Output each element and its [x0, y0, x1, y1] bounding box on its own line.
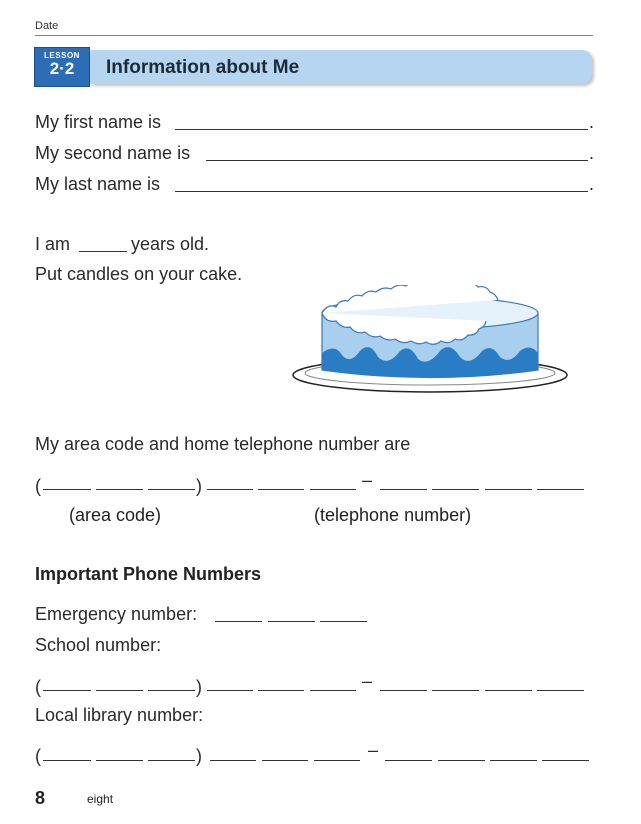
first-name-line[interactable] — [175, 129, 588, 130]
school-digit-6[interactable] — [485, 690, 532, 691]
library-digit-2[interactable] — [262, 760, 308, 761]
last-name-label: My last name is — [35, 174, 161, 194]
school-open-paren: ( — [35, 677, 41, 697]
last-name-period: . — [589, 174, 595, 194]
library-area-digit-1[interactable] — [43, 760, 91, 761]
last-name-line[interactable] — [175, 191, 588, 192]
school-digit-2[interactable] — [258, 690, 304, 691]
page-title: Information about Me — [106, 57, 300, 78]
second-name-period: . — [589, 143, 595, 163]
library-digit-4[interactable] — [385, 760, 432, 761]
phone-dash: – — [362, 470, 373, 490]
lesson-banner — [34, 47, 596, 87]
school-close-paren: ) — [196, 677, 202, 697]
library-area-digit-2[interactable] — [96, 760, 143, 761]
close-paren: ) — [196, 476, 202, 496]
school-area-digit-1[interactable] — [43, 690, 91, 691]
age-line[interactable] — [79, 251, 127, 252]
phone-prompt: My area code and home telephone number are — [35, 434, 411, 454]
page-number: 8 — [35, 788, 46, 808]
emergency-digit-2[interactable] — [268, 621, 315, 622]
library-area-digit-3[interactable] — [148, 760, 195, 761]
emergency-label: Emergency number: — [35, 604, 198, 624]
age-suffix: years old. — [131, 234, 210, 254]
phone-digit-1[interactable] — [207, 489, 253, 490]
open-paren: ( — [35, 476, 41, 496]
date-line[interactable] — [35, 35, 593, 36]
library-digit-1[interactable] — [210, 760, 256, 761]
school-label: School number: — [35, 635, 162, 655]
area-digit-3[interactable] — [148, 489, 195, 490]
date-label: Date — [35, 20, 59, 32]
phone-digit-7[interactable] — [537, 489, 584, 490]
cake-illustration[interactable] — [290, 285, 575, 397]
area-digit-2[interactable] — [96, 489, 143, 490]
school-digit-5[interactable] — [432, 690, 479, 691]
school-digit-1[interactable] — [207, 690, 253, 691]
page-word: eight — [87, 792, 114, 806]
school-dash: – — [362, 671, 373, 691]
school-area-digit-2[interactable] — [96, 690, 143, 691]
lesson-badge — [34, 47, 90, 87]
school-area-digit-3[interactable] — [148, 690, 195, 691]
phone-digit-6[interactable] — [485, 489, 532, 490]
library-digit-3[interactable] — [314, 760, 360, 761]
library-close-paren: ) — [196, 746, 202, 766]
first-name-period: . — [589, 112, 595, 132]
library-dash: – — [368, 740, 379, 760]
library-digit-6[interactable] — [490, 760, 537, 761]
phone-digit-4[interactable] — [380, 489, 427, 490]
candles-prompt: Put candles on your cake. — [35, 264, 243, 284]
lesson-word: LESSON — [44, 51, 80, 60]
library-digit-5[interactable] — [438, 760, 485, 761]
telephone-caption: (telephone number) — [314, 505, 472, 525]
emergency-digit-1[interactable] — [215, 621, 262, 622]
school-digit-7[interactable] — [537, 690, 584, 691]
phone-digit-3[interactable] — [310, 489, 356, 490]
area-code-caption: (area code) — [69, 505, 162, 525]
area-digit-1[interactable] — [43, 489, 91, 490]
school-digit-4[interactable] — [380, 690, 427, 691]
emergency-digit-3[interactable] — [320, 621, 367, 622]
lesson-number: 2·2 — [49, 59, 75, 78]
age-prefix: I am — [35, 234, 71, 254]
first-name-label: My first name is — [35, 112, 162, 132]
important-heading: Important Phone Numbers — [35, 564, 262, 584]
second-name-label: My second name is — [35, 143, 191, 163]
library-digit-7[interactable] — [542, 760, 589, 761]
phone-digit-2[interactable] — [258, 489, 304, 490]
phone-digit-5[interactable] — [432, 489, 479, 490]
library-open-paren: ( — [35, 746, 41, 766]
library-label: Local library number: — [35, 705, 204, 725]
school-digit-3[interactable] — [310, 690, 356, 691]
second-name-line[interactable] — [206, 160, 588, 161]
